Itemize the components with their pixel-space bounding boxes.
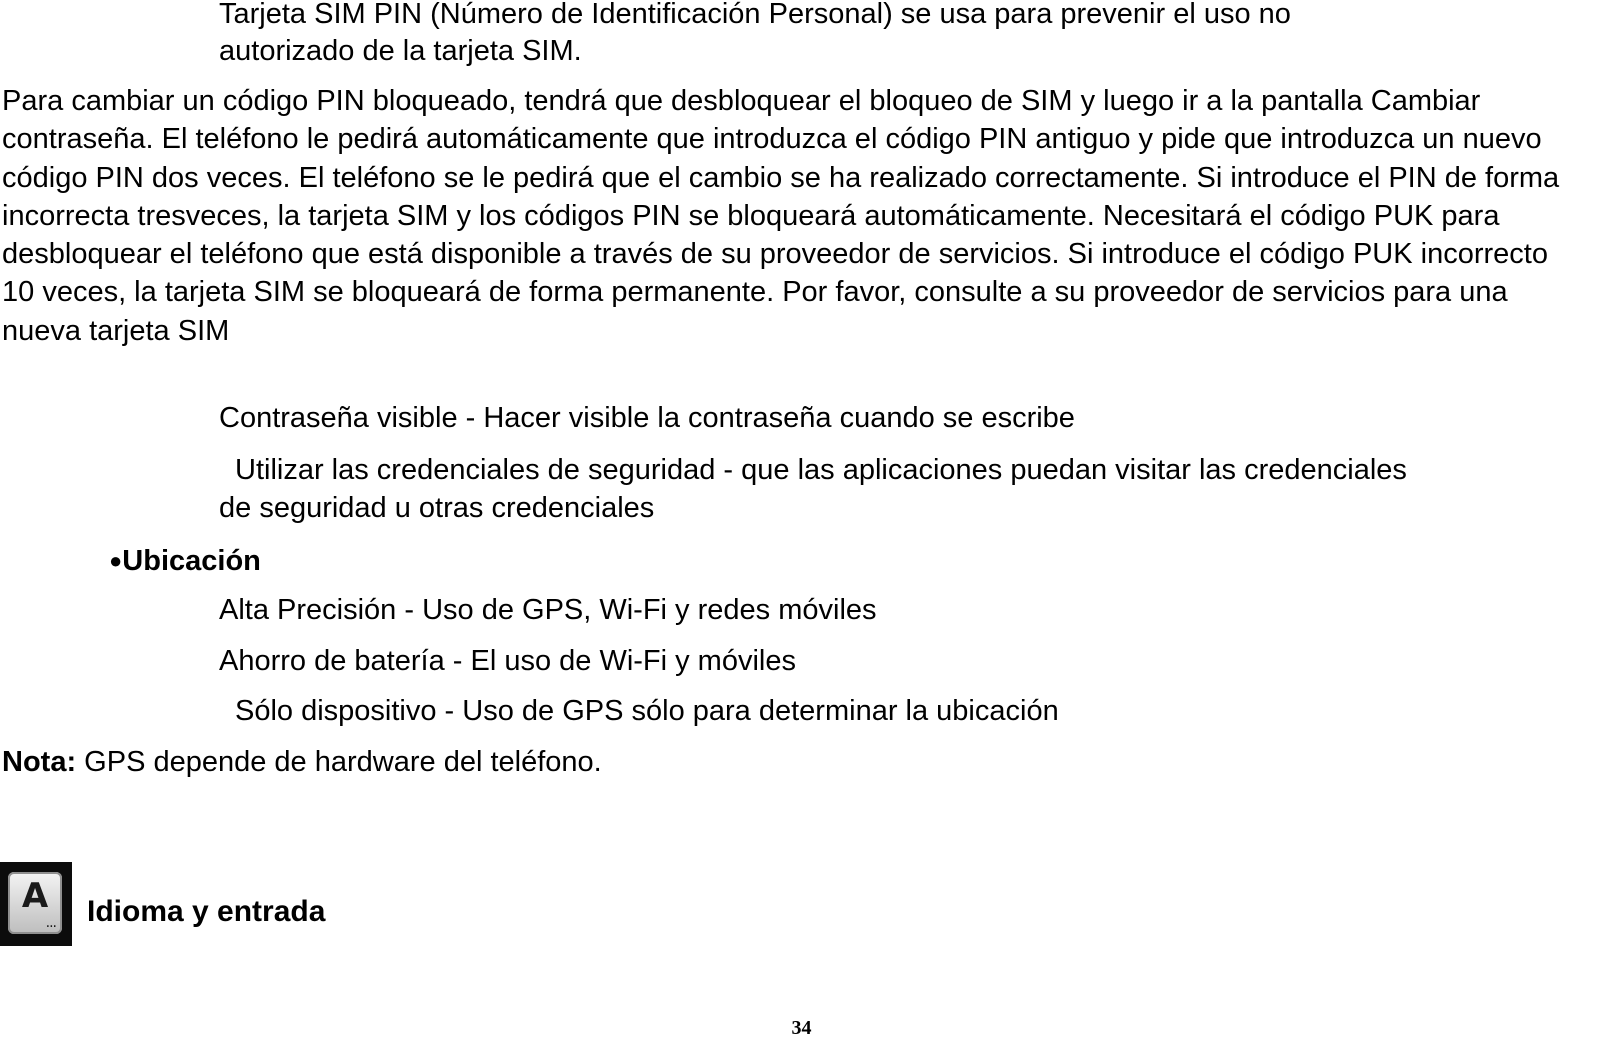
bullet-icon: ● xyxy=(109,548,123,573)
pin-change-paragraph: Para cambiar un código PIN bloqueado, tendrá que desbloquear el bloqueo de SIM y luego ir a la pantalla Cambiar contraseña. El teléfono le pedirá automáticamente que introduzca el código PIN antiguo y pide que introduzca un nuevo código PIN dos veces. El teléfono se le pedirá que el cambio se ha realizado correctamente. Si introduce el PIN de forma incorrecta tresveces, la tarjeta SIM y los códigos PIN se bloqueará automáticamente. Necesitará el código PUK para desbloquear el teléfono que está disponible a través de su proveedor de servicios. Si introduce el código PUK incorrecto 10 veces, la tarjeta SIM se bloqueará de forma permanente. Por favor, consulte a su proveedor de servicios para una nueva tarjeta SIM xyxy=(2,85,1560,347)
language-section-title: Idioma y entrada xyxy=(87,895,326,928)
sim-pin-description-line-2: autorizado de la tarjeta SIM. xyxy=(219,35,582,67)
visible-password-item: Contraseña visible - Hacer visible la contraseña cuando se escribe xyxy=(219,402,1075,434)
location-heading xyxy=(109,542,261,580)
credentials-item-line-1: Utilizar las credenciales de seguridad - que las aplicaciones puedan visitar las credenciales xyxy=(235,454,1407,486)
high-precision-item: Alta Precisión - Uso de GPS, Wi-Fi y redes móviles xyxy=(219,594,877,626)
credentials-item-line-2: de seguridad u otras credenciales xyxy=(219,492,655,524)
location-heading-text: Ubicación xyxy=(122,545,261,577)
device-only-item: Sólo dispositivo - Uso de GPS sólo para determinar la ubicación xyxy=(235,695,1059,727)
sim-pin-description-line-1: Tarjeta SIM PIN (Número de Identificación Personal) se usa para prevenir el uso no xyxy=(219,0,1291,30)
note-text: GPS depende de hardware del teléfono. xyxy=(76,746,602,778)
language-icon-tile xyxy=(8,872,62,934)
language-input-icon xyxy=(0,862,72,946)
gps-note xyxy=(2,743,602,781)
page-number: 34 xyxy=(791,1017,812,1039)
note-label: Nota: xyxy=(2,746,77,778)
battery-saving-item: Ahorro de batería - El uso de Wi-Fi y móviles xyxy=(219,645,796,677)
language-icon-dots: ... xyxy=(45,915,56,931)
language-icon-letter: A xyxy=(21,876,49,916)
